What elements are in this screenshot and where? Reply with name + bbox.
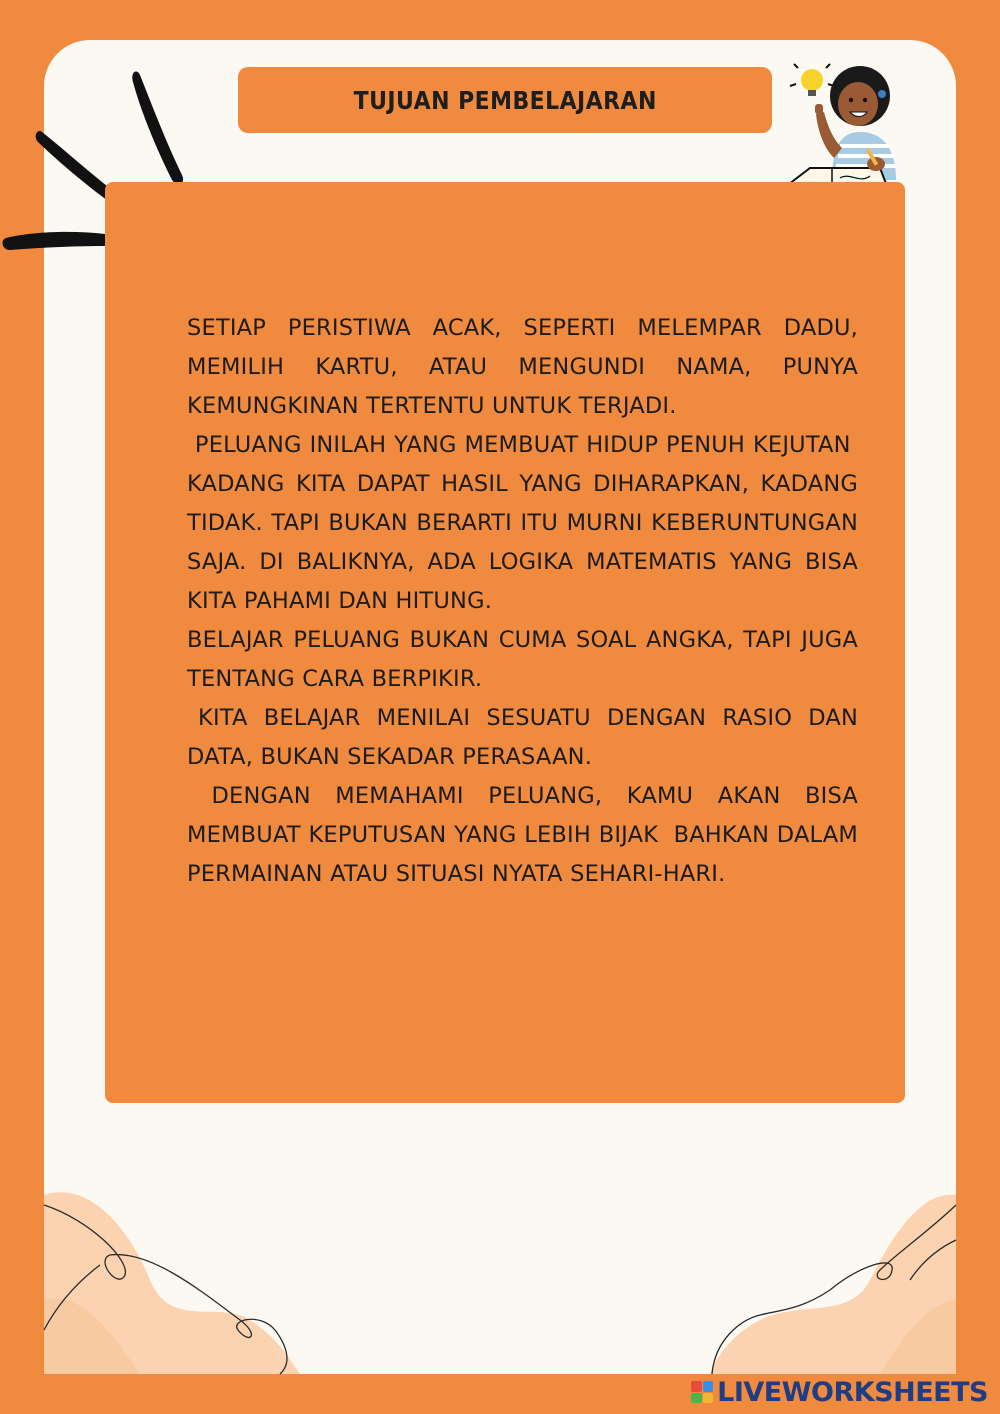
paragraph-3: BELAJAR PELUANG BUKAN CUMA SOAL ANGKA, TAPI JUGA TENTANG CARA BERPIKIR. — [187, 627, 858, 692]
paragraph-2: PELUANG INILAH YANG MEMBUAT HIDUP PENUH KEJUTAN KADANG KITA DAPAT HASIL YANG DIHARAPKAN, KADANG TIDAK. TAPI BUKAN BERARTI ITU MURNI KEBERUNTUNGAN SAJA. DI BALIKNYA, ADA LOGIKA MATEMATIS YANG BISA KITA PAHAMI DAN HITUNG. — [187, 432, 858, 614]
paragraph-5: DENGAN MEMAHAMI PELUANG, KAMU AKAN BISA MEMBUAT KEPUTUSAN YANG LEBIH BIJAK BAHKAN DALAM PERMAINAN ATAU SITUASI NYATA SEHARI-HARI. — [187, 783, 858, 887]
body-text — [187, 309, 858, 894]
page-title: TUJUAN PEMBELAJARAN — [353, 85, 657, 115]
liveworksheets-logo-icon — [691, 1381, 713, 1403]
paragraph-1: SETIAP PERISTIWA ACAK, SEPERTI MELEMPAR DADU, MEMILIH KARTU, ATAU MENGUNDI NAMA, PUNYA KEMUNGKINAN TERTENTU UNTUK TERJADI. — [187, 315, 858, 419]
paragraph-4: KITA BELAJAR MENILAI SESUATU DENGAN RASIO DAN DATA, BUKAN SEKADAR PERASAAN. — [187, 705, 858, 770]
girl-with-lightbulb-icon — [770, 60, 910, 200]
logo-text: LIVEWORKSHEETS — [717, 1376, 988, 1408]
title-banner — [238, 67, 772, 133]
liveworksheets-logo — [691, 1376, 988, 1408]
